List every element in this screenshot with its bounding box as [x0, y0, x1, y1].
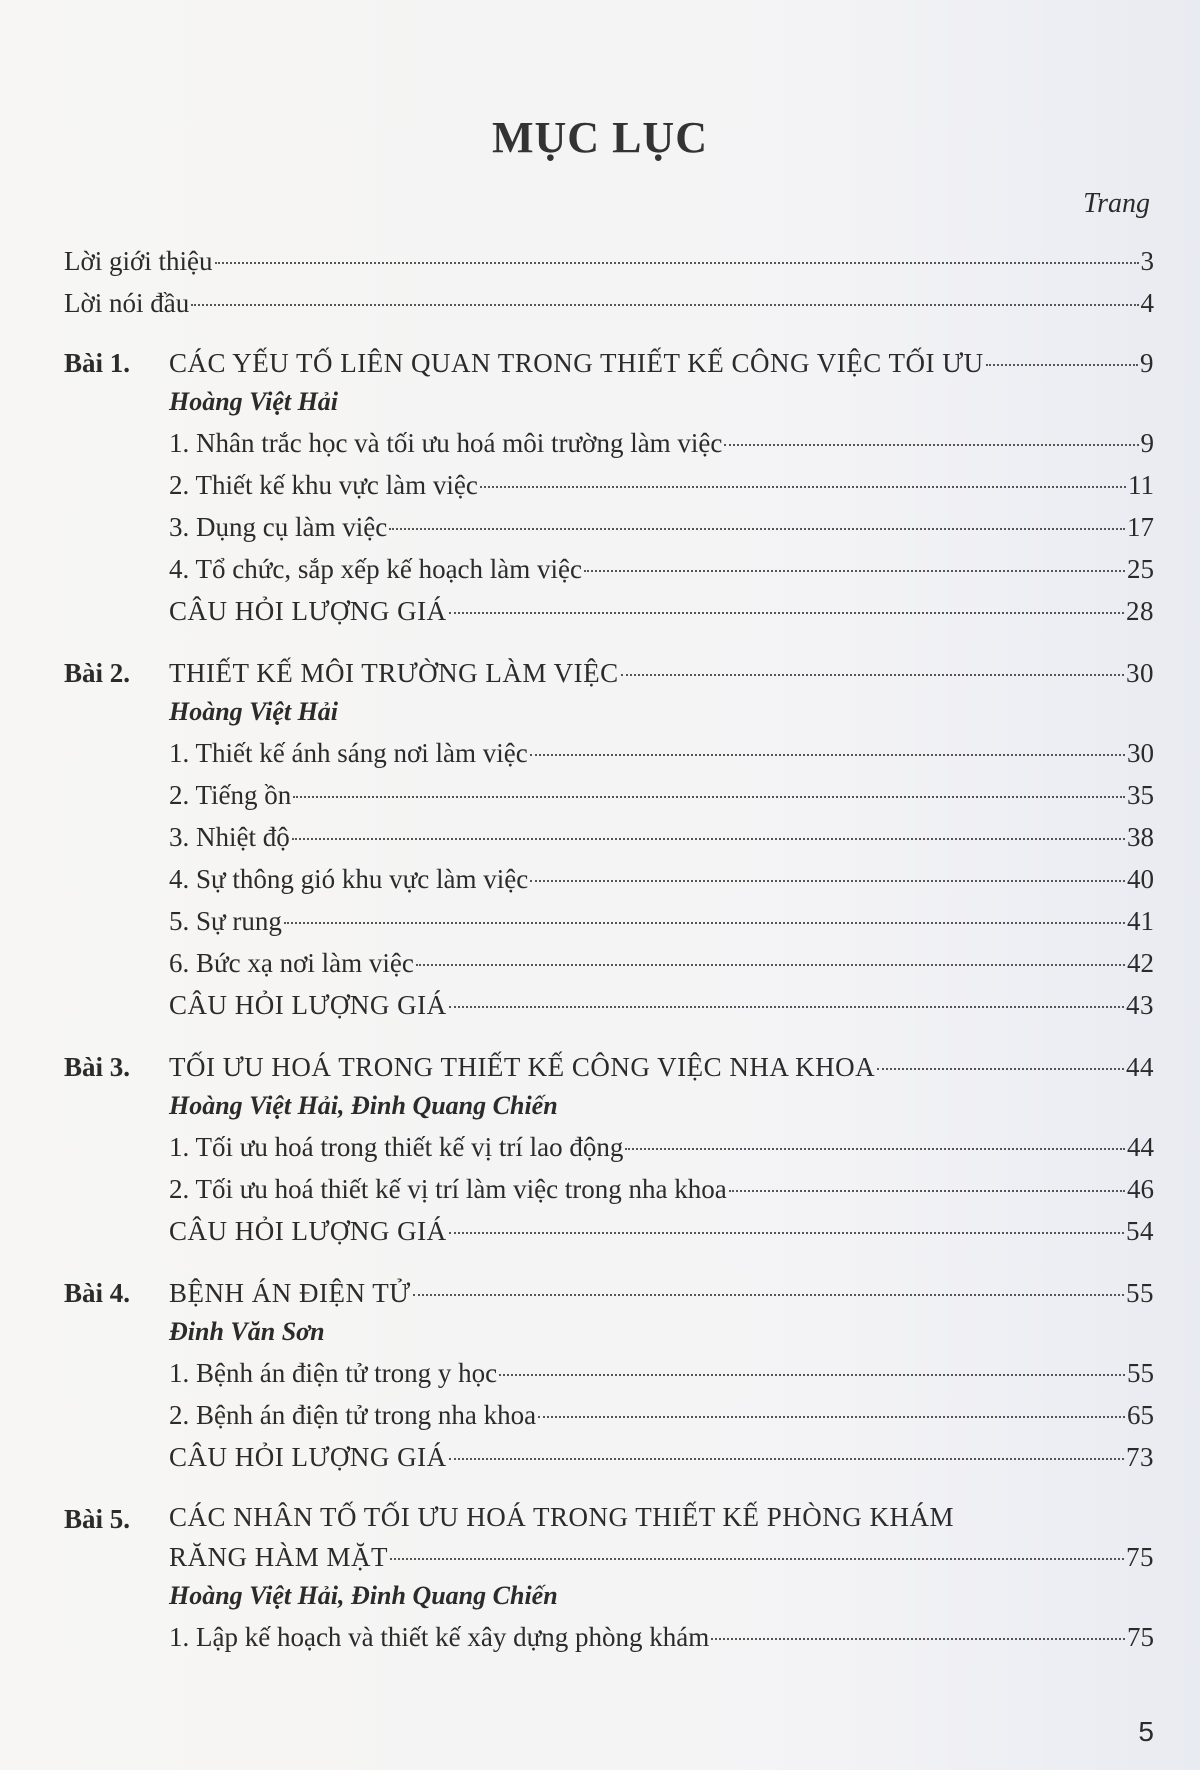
toc-entry-text: 4. Sự thông gió khu vực làm việc	[169, 864, 529, 894]
toc-entry-text: 1. Bệnh án điện tử trong y học	[169, 1358, 498, 1388]
toc-entry-text: CÂU HỎI LƯỢNG GIÁ	[169, 1442, 447, 1472]
chapter-author: Đinh Văn Sơn	[169, 1317, 325, 1346]
page-column-label: Trang	[1083, 188, 1150, 219]
toc-entry	[169, 820, 1154, 854]
toc-entry-page: 38	[1127, 822, 1154, 852]
chapter-author: Hoàng Việt Hải	[169, 387, 339, 416]
dot-leader	[530, 879, 1125, 882]
dot-leader	[711, 1637, 1125, 1640]
toc-entry	[169, 426, 1154, 460]
chapter-title: THIẾT KẾ MÔI TRƯỜNG LÀM VIỆC	[169, 658, 619, 688]
dot-leader	[449, 1005, 1124, 1008]
dot-leader	[584, 569, 1125, 572]
toc-entry-text: 5. Sự rung	[169, 906, 282, 936]
toc-entry-page: 54	[1126, 1216, 1154, 1246]
toc-entry-text: Lời nói đầu	[64, 288, 190, 318]
chapter-heading	[169, 656, 1154, 690]
chapter-title: TỐI ƯU HOÁ TRONG THIẾT KẾ CÔNG VIỆC NHA KHOA	[169, 1052, 876, 1082]
dot-leader	[215, 261, 1139, 264]
dot-leader	[292, 837, 1125, 840]
dot-leader	[449, 1457, 1124, 1460]
chapter-label: Bài 4.	[64, 1278, 131, 1308]
toc-entry-page: 55	[1127, 1358, 1154, 1388]
toc-entry-text: 2. Tối ưu hoá thiết kế vị trí làm việc trong nha khoa	[169, 1174, 727, 1204]
chapter-heading	[169, 1540, 1154, 1574]
dot-leader	[724, 443, 1138, 446]
chapter-author: Hoàng Việt Hải, Đinh Quang Chiến	[169, 1091, 558, 1120]
toc-entry	[169, 594, 1154, 628]
chapter-title: CÁC YẾU TỐ LIÊN QUAN TRONG THIẾT KẾ CÔNG VIỆC TỐI ƯU	[169, 348, 984, 378]
chapter-title-line1: CÁC NHÂN TỐ TỐI ƯU HOÁ TRONG THIẾT KẾ PHÒNG KHÁM	[169, 1502, 954, 1532]
toc-entry-text: CÂU HỎI LƯỢNG GIÁ	[169, 1216, 447, 1246]
chapter-label: Bài 1.	[64, 348, 131, 378]
chapter-page: 55	[1126, 1278, 1154, 1308]
toc-entry	[169, 988, 1154, 1022]
toc-entry	[169, 1214, 1154, 1248]
dot-leader	[390, 1557, 1124, 1560]
toc-entry-text: 3. Nhiệt độ	[169, 822, 290, 852]
chapter-page: 9	[1140, 348, 1154, 378]
chapter-heading	[169, 1276, 1154, 1310]
toc-entry-text: 1. Tối ưu hoá trong thiết kế vị trí lao động	[169, 1132, 624, 1162]
dot-leader	[625, 1147, 1125, 1150]
dot-leader	[877, 1067, 1124, 1070]
dot-leader	[389, 527, 1125, 530]
toc-entry-text: 1. Thiết kế ánh sáng nơi làm việc	[169, 738, 528, 768]
chapter-page: 44	[1126, 1052, 1154, 1082]
chapter-heading	[169, 346, 1154, 380]
toc-entry-text: 6. Bức xạ nơi làm việc	[169, 948, 414, 978]
toc-entry	[169, 552, 1154, 586]
dot-leader	[986, 363, 1138, 366]
toc-entry	[169, 1620, 1154, 1654]
toc-entry-page: 43	[1126, 990, 1154, 1020]
toc-entry	[169, 510, 1154, 544]
toc-entry-text: 2. Thiết kế khu vực làm việc	[169, 470, 478, 500]
toc-entry-text: 2. Tiếng ồn	[169, 780, 292, 810]
toc-entry-page: 42	[1127, 948, 1154, 978]
toc-entry-text: 4. Tổ chức, sắp xếp kế hoạch làm việc	[169, 554, 582, 584]
chapter-title-line2: RĂNG HÀM MẶT	[169, 1542, 389, 1572]
toc-entry-page: 35	[1127, 780, 1154, 810]
toc-entry	[169, 1356, 1154, 1390]
dot-leader	[293, 795, 1125, 798]
toc-entry-page: 17	[1127, 512, 1154, 542]
toc-entry	[169, 468, 1154, 502]
dot-leader	[621, 673, 1124, 676]
toc-entry	[169, 904, 1154, 938]
dot-leader	[499, 1373, 1125, 1376]
toc-entry-page: 65	[1127, 1400, 1154, 1430]
dot-leader	[191, 303, 1138, 306]
toc-entry	[169, 1130, 1154, 1164]
toc-entry-page: 4	[1140, 288, 1154, 318]
toc-entry	[169, 1440, 1154, 1474]
toc-entry-page: 11	[1128, 470, 1154, 500]
chapter-label: Bài 3.	[64, 1052, 131, 1082]
toc-entry-page: 46	[1127, 1174, 1154, 1204]
dot-leader	[729, 1189, 1125, 1192]
chapter-label: Bài 2.	[64, 658, 131, 688]
chapter-label: Bài 5.	[64, 1504, 131, 1534]
toc-entry-page: 30	[1127, 738, 1154, 768]
chapter-page: 30	[1126, 658, 1154, 688]
chapter-author: Hoàng Việt Hải, Đinh Quang Chiến	[169, 1581, 558, 1610]
dot-leader	[530, 753, 1125, 756]
toc-entry	[64, 286, 1154, 320]
toc-entry	[169, 1398, 1154, 1432]
toc-entry-text: 3. Dụng cụ làm việc	[169, 512, 388, 542]
toc-entry-page: 9	[1140, 428, 1154, 458]
toc-entry	[169, 778, 1154, 812]
toc-entry	[169, 946, 1154, 980]
toc-entry-text: 2. Bệnh án điện tử trong nha khoa	[169, 1400, 537, 1430]
dot-leader	[413, 1293, 1124, 1296]
page-number: 5	[1138, 1716, 1154, 1747]
toc-entry-text: 1. Nhân trắc học và tối ưu hoá môi trường làm việc	[169, 428, 723, 458]
chapter-author: Hoàng Việt Hải	[169, 697, 339, 726]
toc-entry	[169, 736, 1154, 770]
chapter-page: 75	[1126, 1542, 1154, 1572]
dot-leader	[449, 1231, 1124, 1234]
toc-entry-text: CÂU HỎI LƯỢNG GIÁ	[169, 990, 447, 1020]
page-title: MỤC LỤC	[492, 113, 708, 162]
toc-entry-text: CÂU HỎI LƯỢNG GIÁ	[169, 596, 447, 626]
dot-leader	[480, 485, 1126, 488]
dot-leader	[416, 963, 1125, 966]
toc-entry-text: 1. Lập kế hoạch và thiết kế xây dựng phòng khám	[169, 1622, 710, 1652]
toc-entry-page: 25	[1127, 554, 1154, 584]
toc-entry	[169, 862, 1154, 896]
toc-entry-page: 75	[1127, 1622, 1154, 1652]
toc-entry-page: 3	[1140, 246, 1154, 276]
toc-entry-page: 44	[1127, 1132, 1154, 1162]
chapter-heading	[169, 1050, 1154, 1084]
toc-entry	[169, 1172, 1154, 1206]
toc-entry-page: 41	[1127, 906, 1154, 936]
toc-entry-page: 73	[1126, 1442, 1154, 1472]
dot-leader	[449, 611, 1124, 614]
toc-entry	[64, 244, 1154, 278]
toc-entry-page: 28	[1126, 596, 1154, 626]
chapter-title: BỆNH ÁN ĐIỆN TỬ	[169, 1278, 411, 1308]
toc-entry-page: 40	[1127, 864, 1154, 894]
toc-entry-text: Lời giới thiệu	[64, 246, 213, 276]
dot-leader	[538, 1415, 1125, 1418]
dot-leader	[284, 921, 1125, 924]
